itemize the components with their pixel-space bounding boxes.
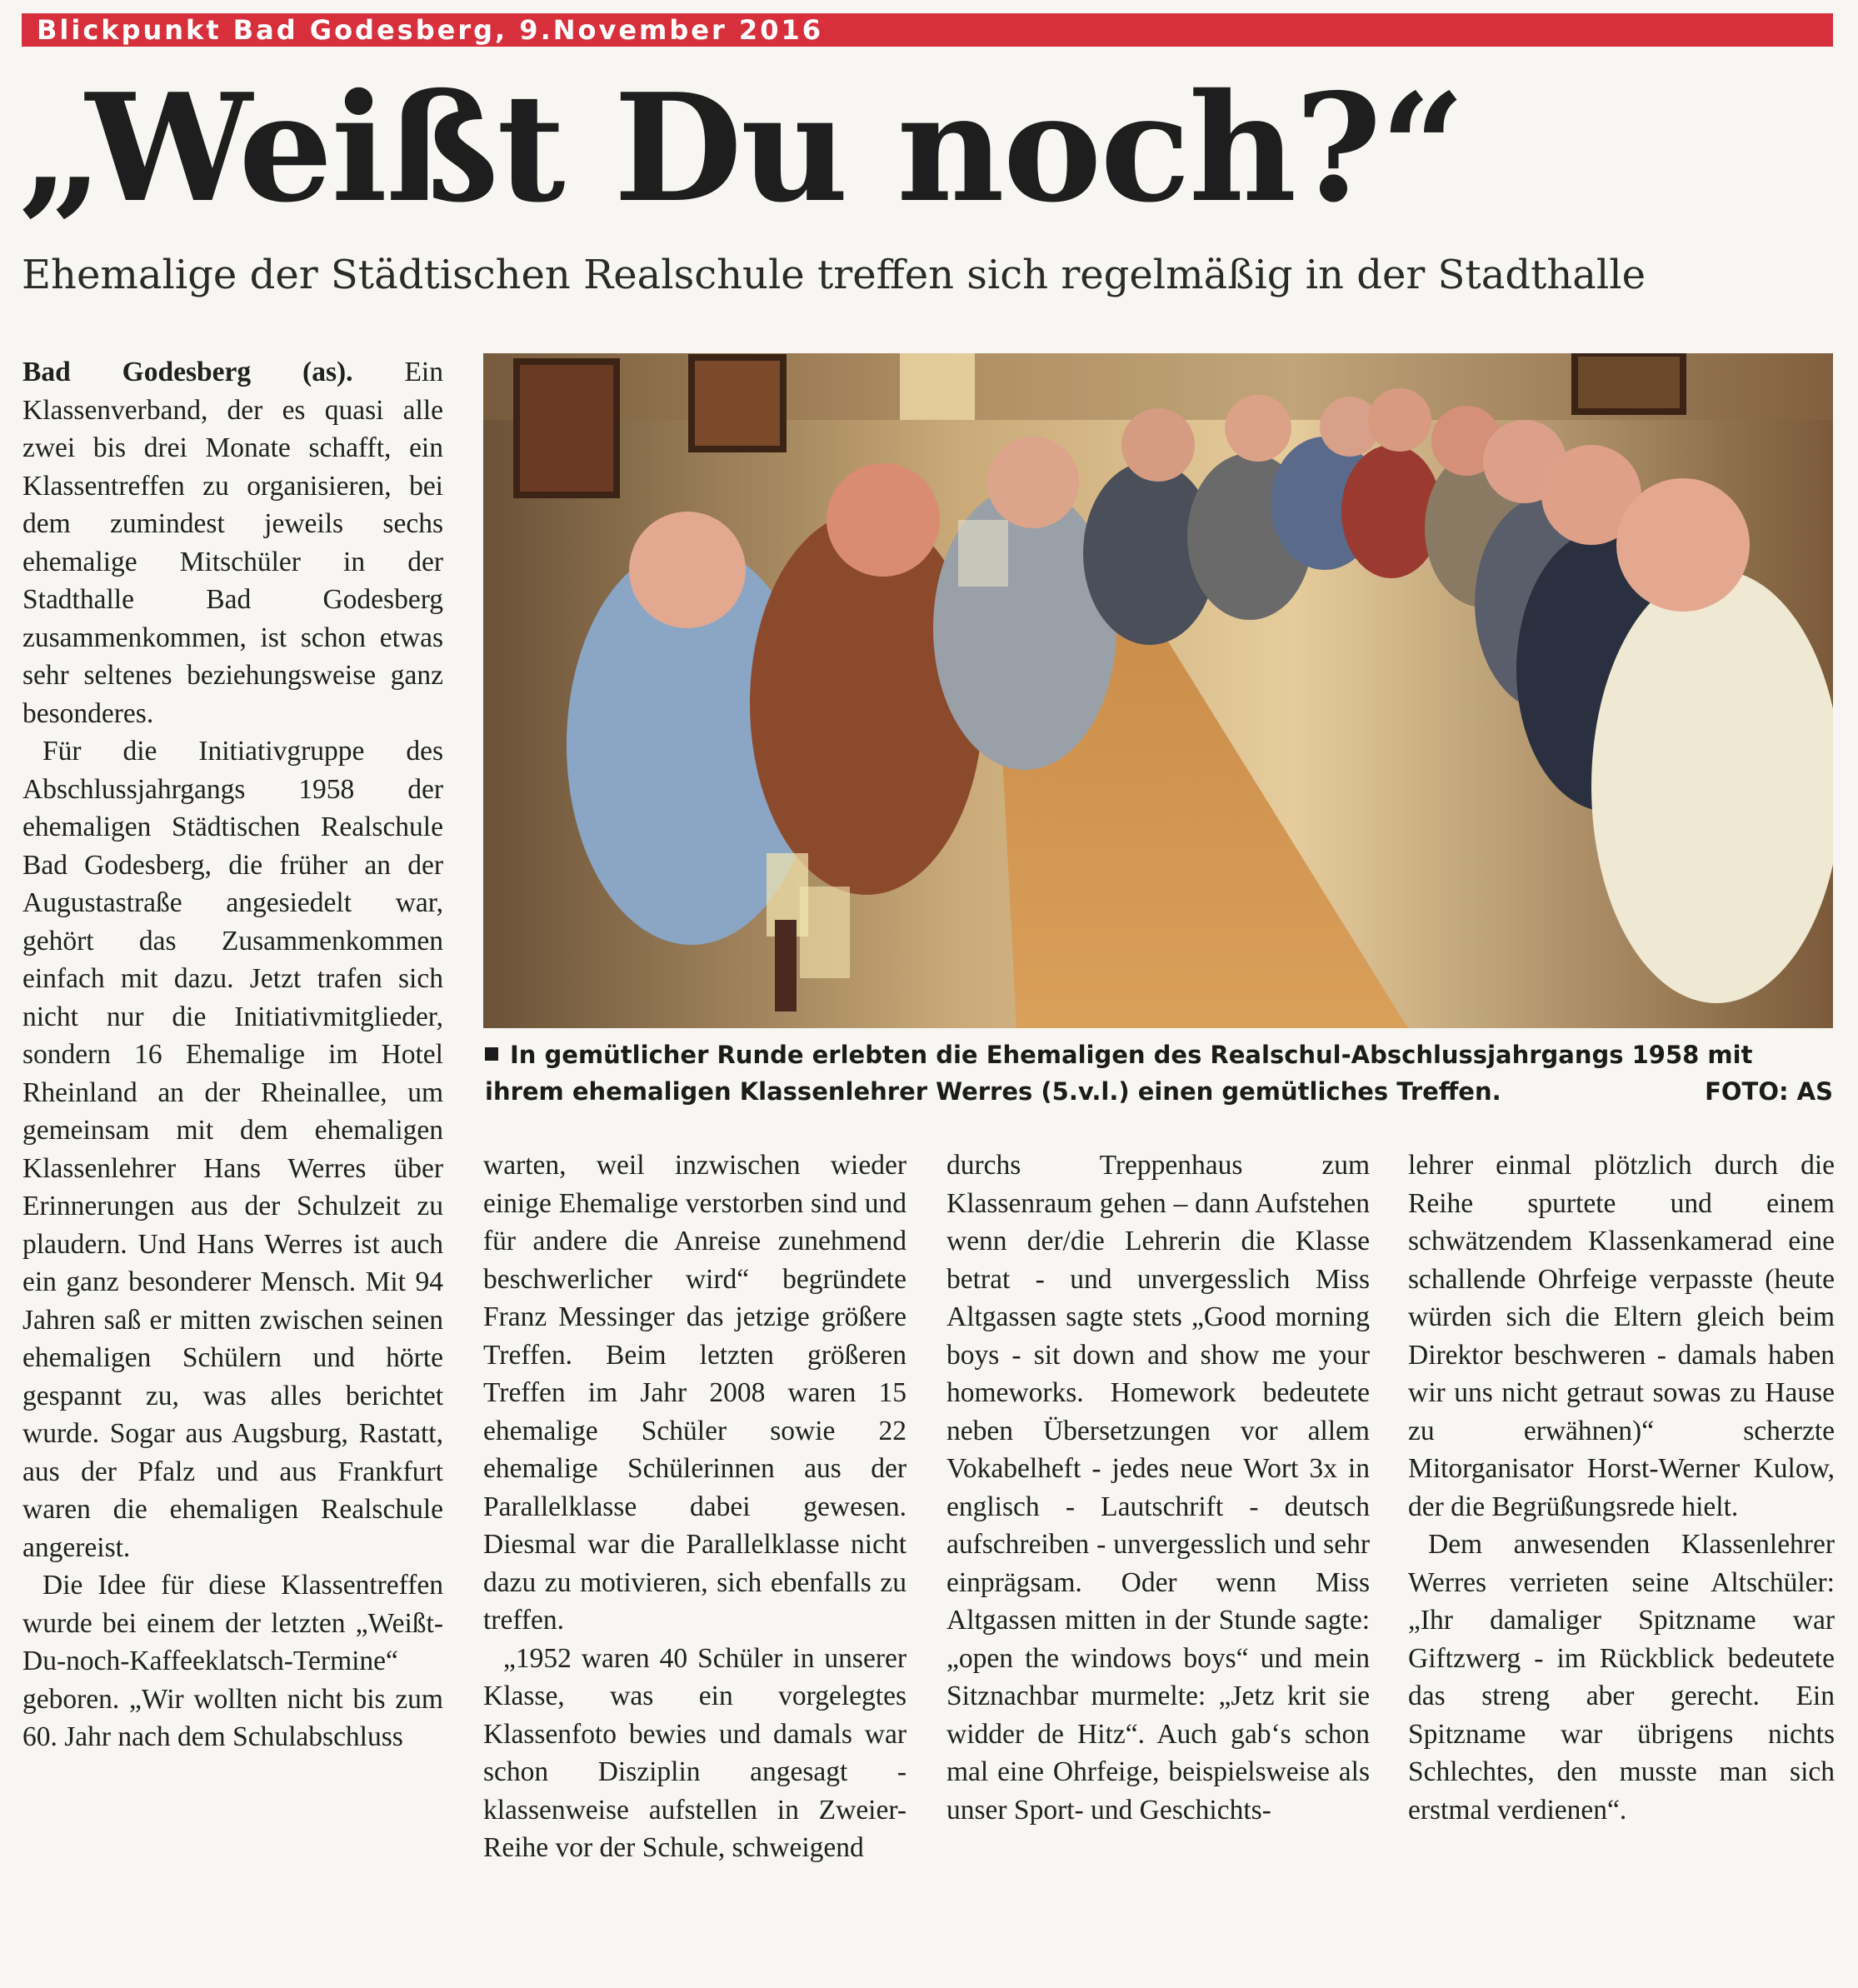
article-column-2: [483, 1146, 907, 1980]
article-paragraph: „1952 waren 40 Schüler in unserer Klasse, was ein vorgelegtes Klassenfoto bewies und damals war schon Disziplin angesagt - klassenweise aufstellen in Zweier-Reihe vor der Schule, schweigend: [483, 1642, 907, 1863]
masthead: Blickpunkt Bad Godesberg, 9.November 2016: [22, 13, 1833, 47]
photo-illustration: [483, 353, 1833, 1028]
article-paragraph: durchs Treppenhaus zum Klassenraum gehen – dann Aufstehen wenn der/die Lehrerin die Klasse betrat - und unvergesslich Miss Altgassen sagte stets „Good morning boys - sit down and show me your homeworks. Homework bedeutete neben Übersetzungen vor allem Vokabelheft - jedes neue Wort 3x in englisch - Lautschrift - deutsch aufschreiben - unvergesslich und sehr einprägsam. Oder wenn Miss Altgassen mitten in der Stunde sagte: „open the windows boys“ und mein Sitznachbar murmelte: „Jetz krit sie widder de Hitz“. Auch gab‘s schon mal eine Ohrfeige, beispielsweise als unser Sport- und Geschichts-: [946, 1150, 1370, 1826]
article-column-1: [22, 353, 443, 1978]
group-photo: [483, 353, 1833, 1028]
photo-credit: FOTO: AS: [1705, 1077, 1833, 1106]
article-paragraph: warten, weil inzwischen wieder einige Ehemalige verstorben sind und für andere die Anreise zunehmend beschwerlicher wird“ begründete Franz Messinger das jetzige größere Treffen. Beim letzten größeren Treffen im Jahr 2008 waren 15 ehemalige Schüler sowie 22 ehemalige Schülerinnen aus der Parallelklasse dabei gewesen. Diesmal war die Parallelklasse nicht dazu zu motivieren, sich ebenfalls zu treffen.: [483, 1150, 907, 1636]
subheadline: Ehemalige der Städtischen Realschule treffen sich regelmäßig in der Stadthalle: [22, 252, 1646, 298]
article-paragraph: lehrer einmal plötzlich durch die Reihe spurtete und einem schwätzendem Klassenkamerad eine schallende Ohrfeige verpasste (heute würden sich die Eltern gleich beim Direktor beschweren - damals haben wir uns nicht getraut sowas zu Hause zu erwähnen)“ scherzte Mitorganisator Horst-Werner Kulow, der die Begrüßungsrede hielt.: [1408, 1150, 1835, 1522]
article-paragraph: Dem anwesenden Klassenlehrer Werres verrieten seine Altschüler: „Ihr damaliger Spitzname war Giftzwerg - im Rückblick bedeutete das streng aber gerecht. Ein Spitzname war übrigens nichts Schlechtes, den musste man sich erstmal verdienen“.: [1408, 1529, 1835, 1826]
article-paragraph: Die Idee für diese Klassentreffen wurde bei einem der letzten „Weißt-Du-noch-Kaffeeklatsch-Termine“ geboren. „Wir wollten nicht bis zum 60. Jahr nach dem Schulabschluss: [22, 1570, 443, 1752]
caption-bullet-icon: [485, 1047, 498, 1061]
paragraph-text: Ein Klassenverband, der es quasi alle zwei bis drei Monate schafft, ein Klassentreffen zu organisieren, bei dem zumindest jeweils sechs ehemalige Mitschüler in der Stadthalle Bad Godesberg zusammenkommen, ist schon etwas sehr seltenes beziehungsweise ganz besonderes.: [22, 357, 443, 729]
headline: „Weißt Du noch?“: [18, 61, 1464, 235]
article-paragraph: [22, 353, 443, 732]
article-column-3: [946, 1146, 1370, 1980]
article-paragraph: Für die Initiativgruppe des Abschlussjahrgangs 1958 der ehemaligen Städtischen Realschule Bad Godesberg, die früher an der Augustastraße angesiedelt war, gehört das Zusammenkommen einfach mit dazu. Jetzt trafen sich nicht nur die Initiativmitglieder, sondern 16 Ehemalige im Hotel Rheinland an der Rheinallee, um gemeinsam mit dem ehemaligen Klassenlehrer Hans Werres über Erinnerungen aus der Schulzeit zu plaudern. Und Hans Werres ist auch ein ganz besonderer Mensch. Mit 94 Jahren saß er mitten zwischen seinen ehemaligen Schülern und hörte gespannt zu, was alles berichtet wurde. Sogar aus Augsburg, Rastatt, aus der Pfalz und aus Frankfurt waren die ehemaligen Realschule angereist.: [22, 736, 443, 1563]
dateline: Bad Godesberg (as).: [22, 357, 353, 387]
article-column-4: [1408, 1146, 1835, 1980]
caption-text: In gemütlicher Runde erlebten die Ehemaligen des Realschul-Abschlussjahrgangs 1958 mit ihrem ehemaligen Klassenlehrer Werres (5.v.l.) einen gemütliches Treffen.: [485, 1041, 1753, 1106]
photo-caption: [485, 1036, 1833, 1110]
